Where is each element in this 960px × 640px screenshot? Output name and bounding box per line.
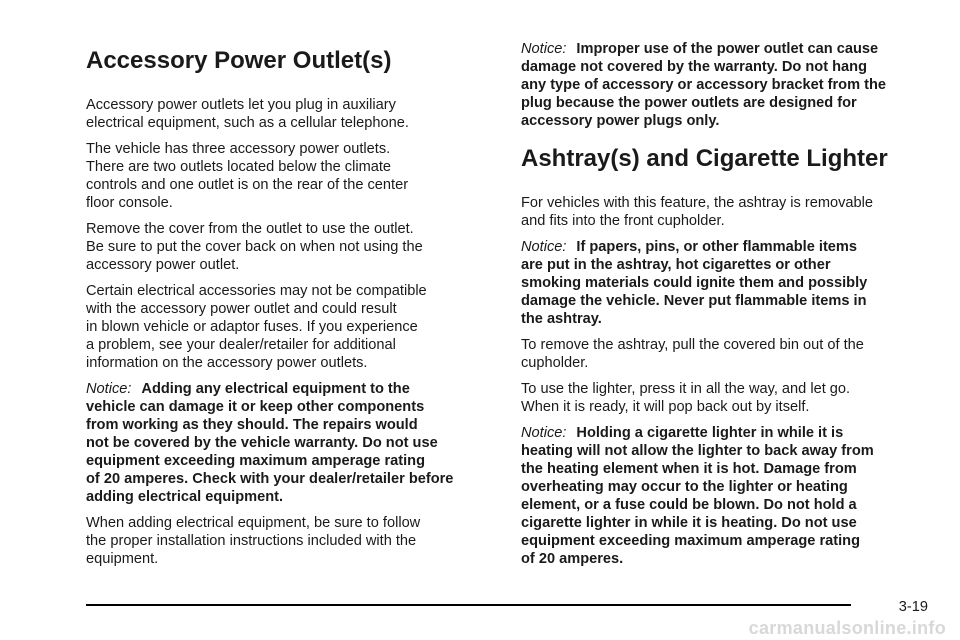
paragraph-ashtray-removable: For vehicles with this feature, the ashtray is removable and fits into the front cupholder. — [521, 195, 874, 229]
footer-rule — [86, 604, 851, 606]
paragraph-use-lighter: To use the lighter, press it in all the way, and let go. When it is ready, it will pop back out by itself. — [521, 381, 851, 415]
paragraph-compatibility: Certain electrical accessories may not be compatible with the accessory power outlet and could result in blown vehicle or adaptor fuses. If you experience a problem, see your dealer/retailer for additional information on the accessory power outlets. — [86, 283, 427, 371]
notice-label: Notice: — [521, 239, 567, 255]
notice-flammable-items — [521, 238, 926, 328]
paragraph-remove-ashtray: To remove the ashtray, pull the covered bin out of the cupholder. — [521, 337, 864, 371]
section-title-accessory-power-outlets: Accessory Power Outlet(s) — [86, 47, 392, 74]
section-title-ashtray-lighter: Ashtray(s) and Cigarette Lighter — [521, 145, 888, 172]
notice-power-outlet-misuse — [521, 40, 926, 130]
paragraph-remove-cover: Remove the cover from the outlet to use the outlet. Be sure to put the cover back on when not using the accessory power outlet. — [86, 221, 423, 273]
watermark: carmanualsonline.info — [748, 618, 946, 638]
right-column — [521, 40, 926, 576]
notice-text: Adding any electrical equipment to the vehicle can damage it or keep other components from working as they should. The repairs would not be covered by the vehicle warranty. Do not use equipment exceeding maximum amperage rating of 20 amperes. Check with your dealer/retailer before adding electrical equipment. — [86, 381, 454, 505]
notice-text: Improper use of the power outlet can cause damage not covered by the warranty. Do not hang any type of accessory or accessory bracket from the plug because the power outlets are designed for accessory power plugs only. — [521, 41, 887, 129]
paragraph-intro: Accessory power outlets let you plug in auxiliary electrical equipment, such as a cellular telephone. — [86, 97, 409, 131]
notice-label: Notice: — [521, 425, 567, 441]
page-number: 3-19 — [898, 599, 928, 615]
paragraph-installation: When adding electrical equipment, be sure to follow the proper installation instructions included with the equipment. — [86, 515, 421, 567]
paragraph-outlet-count: The vehicle has three accessory power outlets. There are two outlets located below the climate controls and one outlet is on the rear of the center floor console. — [86, 141, 409, 211]
notice-text: If papers, pins, or other flammable items are put in the ashtray, hot cigarettes or other smoking materials could ignite them and possibly damage the vehicle. Never put flammable items in the ashtray. — [521, 239, 868, 327]
left-column — [86, 40, 491, 576]
notice-label: Notice: — [521, 41, 567, 57]
notice-holding-lighter — [521, 424, 926, 568]
notice-electrical-equipment — [86, 380, 491, 506]
notice-label: Notice: — [86, 381, 132, 397]
notice-text: Holding a cigarette lighter in while it is heating will not allow the lighter to back away from the heating element when it is hot. Damage from overheating may occur to the lighter or heating element, or a fuse could be blown. Do not hold a cigarette lighter in while it is heating. Do not use equipment exceeding maximum amperage rating of 20 amperes. — [521, 425, 874, 567]
